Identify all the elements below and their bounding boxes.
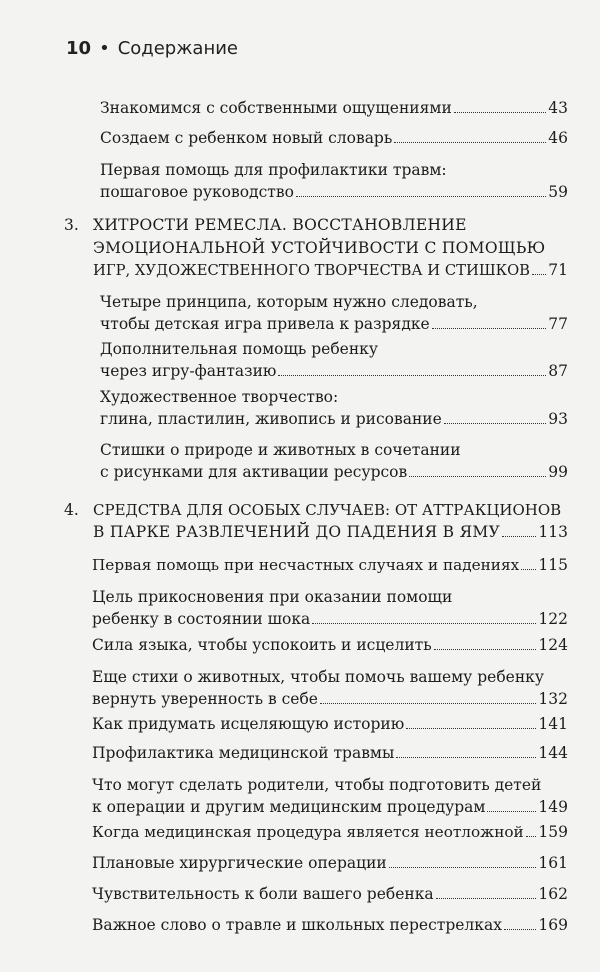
chapter-title-line: СРЕДСТВА ДЛЯ ОСОБЫХ СЛУЧАЕВ: ОТ АТТРАКЦИОНОВ bbox=[93, 501, 562, 519]
toc-entry-last-line bbox=[93, 520, 568, 545]
toc-entry-text: Художественное творчество: bbox=[100, 388, 339, 406]
chapter-title-line: В ПАРКЕ РАЗВЛЕЧЕНИЙ ДО ПАДЕНИЯ В ЯМУ bbox=[93, 523, 501, 541]
toc-page-number: 162 bbox=[538, 885, 568, 903]
toc-entry-last-line bbox=[92, 633, 568, 658]
toc-entry-text: Первая помощь при несчастных случаях и падениях bbox=[92, 556, 520, 574]
toc-entry-text: Первая помощь для профилактики травм: bbox=[100, 161, 447, 179]
separator-dot: • bbox=[99, 38, 110, 59]
dot-leader bbox=[432, 328, 547, 329]
toc-page-number: 115 bbox=[538, 556, 568, 574]
toc-page-number: 46 bbox=[548, 129, 568, 147]
toc-entry-text: пошаговое руководство bbox=[100, 183, 294, 201]
toc-entry-text: Что могут сделать родители, чтобы подготовить детей bbox=[92, 776, 542, 794]
dot-leader bbox=[394, 142, 546, 143]
toc-entry-text: Дополнительная помощь ребенку bbox=[100, 340, 378, 358]
toc-entry-text: Когда медицинская процедура является неотложной bbox=[92, 823, 524, 841]
toc-page-number: 141 bbox=[538, 715, 568, 733]
toc-page-number: 113 bbox=[538, 523, 568, 541]
toc-entry-text: Важное слово о травле и школьных перестрелках bbox=[92, 916, 502, 934]
toc-page-number: 43 bbox=[548, 99, 568, 117]
dot-leader bbox=[521, 569, 536, 570]
toc-entry-last-line bbox=[92, 795, 568, 820]
toc-page-number: 169 bbox=[538, 916, 568, 934]
toc-entry-last-line bbox=[100, 359, 568, 384]
toc-entry-last-line bbox=[100, 96, 568, 121]
dot-leader bbox=[409, 476, 546, 477]
dot-leader bbox=[487, 811, 536, 812]
dot-leader bbox=[526, 836, 537, 837]
page-number: 10 bbox=[66, 38, 92, 59]
toc-entry-text: глина, пластилин, живопись и рисование bbox=[100, 410, 442, 428]
toc-entry-last-line bbox=[92, 913, 568, 938]
dot-leader bbox=[436, 898, 537, 899]
toc-entry-text: ребенку в состоянии шока bbox=[92, 610, 311, 628]
chapter-title-line: ЭМОЦИОНАЛЬНОЙ УСТОЙЧИВОСТИ С ПОМОЩЬЮ bbox=[93, 239, 546, 257]
toc-entry-text: Профилактика медицинской травмы bbox=[92, 744, 395, 762]
toc-entry-last-line bbox=[100, 407, 568, 432]
toc-page-number: 71 bbox=[548, 261, 568, 279]
dot-leader bbox=[504, 929, 536, 930]
running-head bbox=[66, 38, 238, 59]
toc-entry-text: чтобы детская игра привела к разрядке bbox=[100, 315, 430, 333]
toc-entry-text: Создаем с ребенком новый словарь bbox=[100, 129, 393, 147]
toc-entry-last-line bbox=[92, 607, 568, 632]
toc-entry-text: Чувствительность к боли вашего ребенка bbox=[92, 885, 434, 903]
toc-entry-last-line bbox=[92, 553, 568, 578]
toc-page-number: 161 bbox=[538, 854, 568, 872]
toc-entry-text: Еще стихи о животных, чтобы помочь вашему ребенку bbox=[92, 668, 544, 686]
toc-page-number: 144 bbox=[538, 744, 568, 762]
toc-entry-last-line bbox=[92, 820, 568, 845]
dot-leader bbox=[278, 375, 546, 376]
toc-page-number: 99 bbox=[548, 463, 568, 481]
toc-entry-last-line bbox=[100, 180, 568, 205]
dot-leader bbox=[444, 423, 546, 424]
chapter-number: 4. bbox=[64, 501, 79, 519]
toc-entry-text: Цель прикосновения при оказании помощи bbox=[92, 588, 453, 606]
toc-entry-text: с рисунками для активации ресурсов bbox=[100, 463, 408, 481]
toc-entry-text: через игру-фантазию bbox=[100, 362, 277, 380]
chapter-number: 3. bbox=[64, 216, 79, 234]
dot-leader bbox=[396, 757, 536, 758]
toc-page-number: 59 bbox=[548, 183, 568, 201]
toc-entry-text: Плановые хирургические операции bbox=[92, 854, 387, 872]
dot-leader bbox=[502, 536, 536, 537]
toc-entry-text: Стишки о природе и животных в сочетании bbox=[100, 441, 461, 459]
dot-leader bbox=[389, 867, 537, 868]
toc-entry-text: Сила языка, чтобы успокоить и исцелить bbox=[92, 636, 432, 654]
toc-page-number: 122 bbox=[538, 610, 568, 628]
dot-leader bbox=[406, 728, 536, 729]
toc-page-number: 124 bbox=[538, 636, 568, 654]
toc-entry-last-line bbox=[92, 687, 568, 712]
toc-page-number: 93 bbox=[548, 410, 568, 428]
toc-entry-text: к операции и другим медицинским процедурам bbox=[92, 798, 486, 816]
dot-leader bbox=[312, 623, 536, 624]
toc-entry-last-line bbox=[100, 126, 568, 151]
dot-leader bbox=[454, 112, 546, 113]
dot-leader bbox=[320, 703, 536, 704]
toc-entry-text: Знакомимся с собственными ощущениями bbox=[100, 99, 452, 117]
running-title: Содержание bbox=[117, 38, 239, 59]
toc-page-number: 132 bbox=[538, 690, 568, 708]
dot-leader bbox=[434, 649, 537, 650]
dot-leader bbox=[532, 274, 546, 275]
toc-entry-text: Четыре принципа, которым нужно следовать, bbox=[100, 293, 478, 311]
chapter-title-line: ХИТРОСТИ РЕМЕСЛА. ВОССТАНОВЛЕНИЕ bbox=[93, 216, 467, 234]
toc-page-number: 77 bbox=[548, 315, 568, 333]
toc-entry-text: вернуть уверенность в себе bbox=[92, 690, 318, 708]
toc-page-number: 87 bbox=[548, 362, 568, 380]
toc-entry-last-line bbox=[100, 312, 568, 337]
toc-entry-last-line bbox=[92, 741, 568, 766]
toc-page-number: 149 bbox=[538, 798, 568, 816]
dot-leader bbox=[296, 196, 546, 197]
toc-entry-last-line bbox=[93, 258, 568, 283]
toc-entry-text: Как придумать исцеляющую историю bbox=[92, 715, 405, 733]
toc-entry-last-line bbox=[92, 882, 568, 907]
toc-entry-last-line bbox=[92, 851, 568, 876]
toc-entry-last-line bbox=[100, 460, 568, 485]
toc-entry-last-line bbox=[92, 712, 568, 737]
chapter-title-line: ИГР, ХУДОЖЕСТВЕННОГО ТВОРЧЕСТВА И СТИШКОВ bbox=[93, 262, 531, 279]
toc-page-number: 159 bbox=[538, 823, 568, 841]
